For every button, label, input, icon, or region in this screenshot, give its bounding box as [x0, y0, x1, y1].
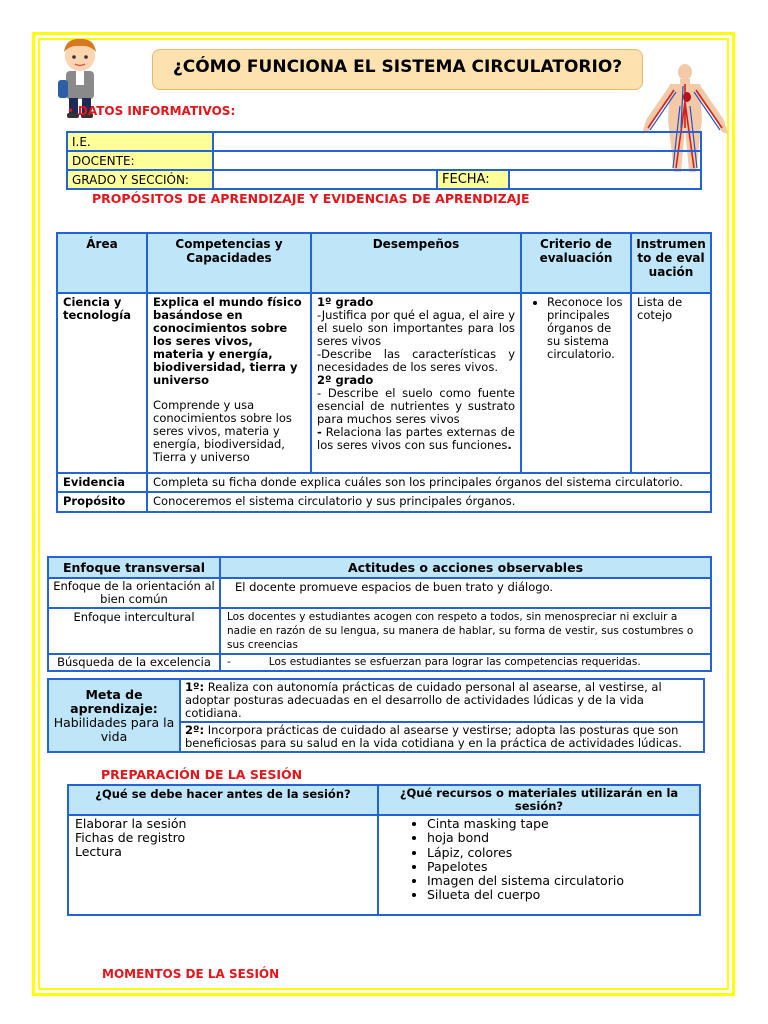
desempeno-4 — [317, 426, 515, 452]
evidencia-label: Evidencia — [57, 473, 147, 492]
desempeno-2: -Describe las características y necesidades de los seres vivos. — [317, 347, 515, 374]
accion-3-text: Los estudiantes se esfuerzan para lograr las competencias requeridas. — [268, 656, 641, 668]
desempeno-3: - Describe el suelo como fuente esencial de nutrientes y sustrato para muchos seres vivos — [317, 386, 515, 426]
antes-cell — [68, 815, 378, 915]
recursos-cell — [378, 815, 700, 915]
accion-2: Los docentes y estudiantes acogen con respeto a todos, sin menospreciar ni excluir a nadie en razón de su lengua, su manera de hablar, su forma de vestir, sus costumbres o sus creencias — [220, 608, 711, 654]
datos-table — [66, 131, 702, 190]
desempeno-4-dash: - — [317, 425, 322, 439]
enfoque-3: Búsqueda de la excelencia — [48, 654, 220, 671]
accion-3 — [220, 654, 711, 671]
ie-label: I.E. — [67, 132, 213, 151]
competencia-main: Explica el mundo físico basándose en conocimientos sobre los seres vivos, materia y energía, biodiversidad, tierra y universo — [153, 295, 302, 387]
recurso-4: • Papelotes — [427, 860, 693, 874]
recurso-3: • Lápiz, colores — [427, 846, 693, 860]
header-instrumento: Instrumento de evaluación — [631, 233, 711, 293]
preparacion-table — [67, 784, 701, 916]
criterio-item: • Reconoce los principales órganos de su sistema circulatorio. — [547, 296, 625, 361]
fecha-field[interactable] — [509, 170, 701, 189]
criterio-cell — [521, 293, 631, 473]
docente-field[interactable] — [213, 151, 701, 170]
meta-2-num: 2º: — [185, 723, 205, 737]
enfoque-2: Enfoque intercultural — [48, 608, 220, 654]
enfoque-1: Enfoque de la orientación al bien común — [48, 578, 220, 608]
evidencia-text: Completa su ficha donde explica cuáles son los principales órganos del sistema circulatorio. — [147, 473, 711, 492]
header-desempenos: Desempeños — [311, 233, 521, 293]
enfoque-header: Enfoque transversal — [48, 557, 220, 578]
instrumento-cell: Lista de cotejo — [631, 293, 711, 473]
competencias-cell — [147, 293, 311, 473]
desempeno-4-end: . — [507, 438, 512, 452]
proposito-label: Propósito — [57, 492, 147, 512]
meta-1-num: 1º: — [185, 680, 205, 694]
meta-2-text: Incorpora prácticas de cuidado al asearse y vestirse; adopta las posturas que son beneficiosas para su salud en la vida cotidiana y en la práctica de actividades lúdicas. — [185, 723, 682, 750]
antes-header: ¿Qué se debe hacer antes de la sesión? — [68, 785, 378, 815]
desempeno-1: -Justifica por qué el agua, el aire y el suelo son importantes para los seres vivos — [317, 308, 515, 348]
habilidades-label: Habilidades para la vida — [53, 714, 175, 744]
momentos-heading: MOMENTOS DE LA SESIÓN — [102, 967, 280, 981]
recurso-1: • Cinta masking tape — [427, 817, 693, 831]
desempeno-4-text: Relaciona las partes externas de los seres vivos con sus funciones — [317, 425, 515, 452]
ie-field[interactable] — [213, 132, 701, 151]
meta-table — [47, 678, 705, 753]
antes-item-3: Lectura — [75, 844, 122, 859]
competencias-table — [56, 232, 712, 513]
grado-label: GRADO Y SECCIÓN: — [67, 170, 213, 189]
preparacion-heading: PREPARACIÓN DE LA SESIÓN — [101, 767, 303, 782]
docente-label: DOCENTE: — [67, 151, 213, 170]
capacidad: Comprende y usa conocimientos sobre los seres vivos, materia y energía, biodiversidad, Tierra y universo — [153, 398, 292, 464]
meta-label: Meta de aprendizaje: — [70, 686, 158, 716]
recurso-5: • Imagen del sistema circulatorio — [427, 874, 693, 888]
accion-3-dash: - — [227, 656, 231, 668]
recurso-2: • hoja bond — [427, 831, 693, 845]
grado-field[interactable] — [213, 170, 437, 189]
meta-row-1 — [180, 679, 704, 722]
accion-1: El docente promueve espacios de buen trato y diálogo. — [220, 578, 711, 608]
enfoque-table — [47, 556, 712, 672]
recurso-6: • Silueta del cuerpo — [427, 888, 693, 902]
header-criterio: Criterio de evaluación — [521, 233, 631, 293]
meta-row-2 — [180, 722, 704, 752]
fecha-label: FECHA: — [437, 170, 509, 189]
actitudes-header: Actitudes o acciones observables — [220, 557, 711, 578]
propositos-heading: PROPÓSITOS DE APRENDIZAJE Y EVIDENCIAS DE APRENDIZAJE — [92, 191, 530, 206]
proposito-text: Conoceremos el sistema circulatorio y sus principales órganos. — [147, 492, 711, 512]
recursos-header: ¿Qué recursos o materiales utilizarán en la sesión? — [378, 785, 700, 815]
page-title: ¿CÓMO FUNCIONA EL SISTEMA CIRCULATORIO? — [152, 49, 643, 90]
area-cell: Ciencia y tecnología — [57, 293, 147, 473]
header-competencias: Competencias y Capacidades — [147, 233, 311, 293]
header-area: Área — [57, 233, 147, 293]
grado-1-label: 1º grado — [317, 295, 374, 309]
datos-label: DATOS INFORMATIVOS: — [77, 104, 236, 118]
grado-2-label: 2º grado — [317, 373, 374, 387]
meta-label-cell — [48, 679, 180, 752]
meta-1-text: Realiza con autonomía prácticas de cuidado personal al asearse, al vestirse, al adoptar posturas adecuadas en el desarrollo de actividades lúdicas y de la vida cotidiana. — [185, 680, 662, 720]
antes-item-2: Fichas de registro — [75, 830, 186, 845]
datos-heading: • DATOS INFORMATIVOS: — [67, 104, 236, 118]
desempenos-cell — [311, 293, 521, 473]
antes-item-1: Elaborar la sesión — [75, 816, 187, 831]
